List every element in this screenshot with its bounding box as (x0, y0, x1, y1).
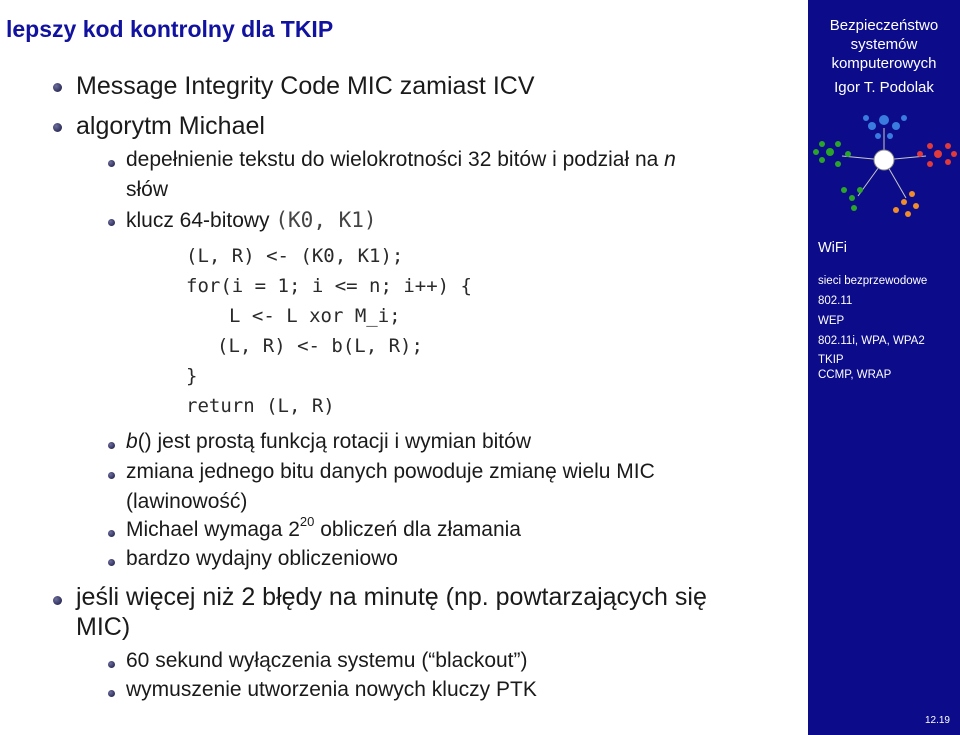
sidebar (808, 0, 960, 735)
nav-80211[interactable]: 802.11 (818, 295, 853, 307)
page-number: 12.19 (924, 715, 950, 726)
bullet-icon (53, 83, 62, 92)
bullet-michael: algorytm Michael (76, 112, 265, 140)
bullet-michael-cost: Michael wymaga $2^{20}$ obliczeń dla złamania (126, 514, 521, 541)
bullet-icon (108, 472, 115, 479)
bullet-new-keys: wymuszenie utworzenia nowych kluczy PTK (126, 678, 537, 701)
bullet-icon (108, 530, 115, 537)
code-line-1: (L, R) <- (K0, K1); (186, 245, 404, 267)
bullet-avalanche-cont: (lawinowość) (126, 490, 248, 513)
course-title: Bezpieczeństwo systemów komputerowych (829, 17, 939, 72)
bullet-icon (53, 596, 62, 605)
nav-wifi[interactable]: WiFi (818, 240, 847, 256)
nav-wpa[interactable]: 802.11i, WPA, WPA2 (818, 335, 925, 347)
bullet-icon (108, 661, 115, 668)
bullet-icon (108, 559, 115, 566)
author: Igor T. Podolak (834, 79, 934, 96)
nav-ccmp[interactable]: CCMP, WRAP (818, 369, 892, 381)
bullet-errors: jeśli więcej niż 2 błędy na minutę (np. powtarzających się (76, 583, 707, 611)
code-line-2: for(i = 1; i <= n; i++) { (186, 275, 472, 297)
nav-tkip[interactable]: TKIP (818, 354, 844, 366)
bullet-blackout: 60 sekund wyłączenia systemu (“blackout”) (126, 649, 528, 672)
bullet-avalanche: zmiana jednego bitu danych powoduje zmianę wielu MIC (126, 460, 655, 483)
bullet-icon (108, 219, 115, 226)
bullet-b-function: b() jest prostą funkcją rotacji i wymian bitów (126, 430, 531, 453)
graph-logo-icon (808, 106, 960, 228)
code-line-3: L <- L xor M_i; (229, 305, 401, 327)
bullet-icon (108, 160, 115, 167)
bullet-errors-cont: MIC) (76, 613, 131, 641)
nav-wep[interactable]: WEP (818, 315, 845, 327)
bullet-key: klucz 64-bitowy (K0, K1) (126, 208, 377, 232)
bullet-icon (108, 442, 115, 449)
bullet-icon (108, 690, 115, 697)
bullet-icon (53, 123, 62, 132)
nav-wireless[interactable]: sieci bezprzewodowe (818, 275, 928, 287)
bullet-padding: depełnienie tekstu do wielokrotności 32 bitów i podział na n (126, 148, 676, 171)
code-line-6: return (L, R) (186, 395, 335, 417)
bullet-padding-cont: słów (126, 178, 169, 201)
bullet-efficient: bardzo wydajny obliczeniowo (126, 547, 398, 570)
slide-title: lepszy kod kontrolny dla TKIP (6, 16, 334, 42)
code-line-4: (L, R) <- b(L, R); (217, 335, 423, 357)
code-line-5: } (186, 365, 198, 387)
bullet-mic: Message Integrity Code MIC zamiast ICV (76, 72, 535, 100)
